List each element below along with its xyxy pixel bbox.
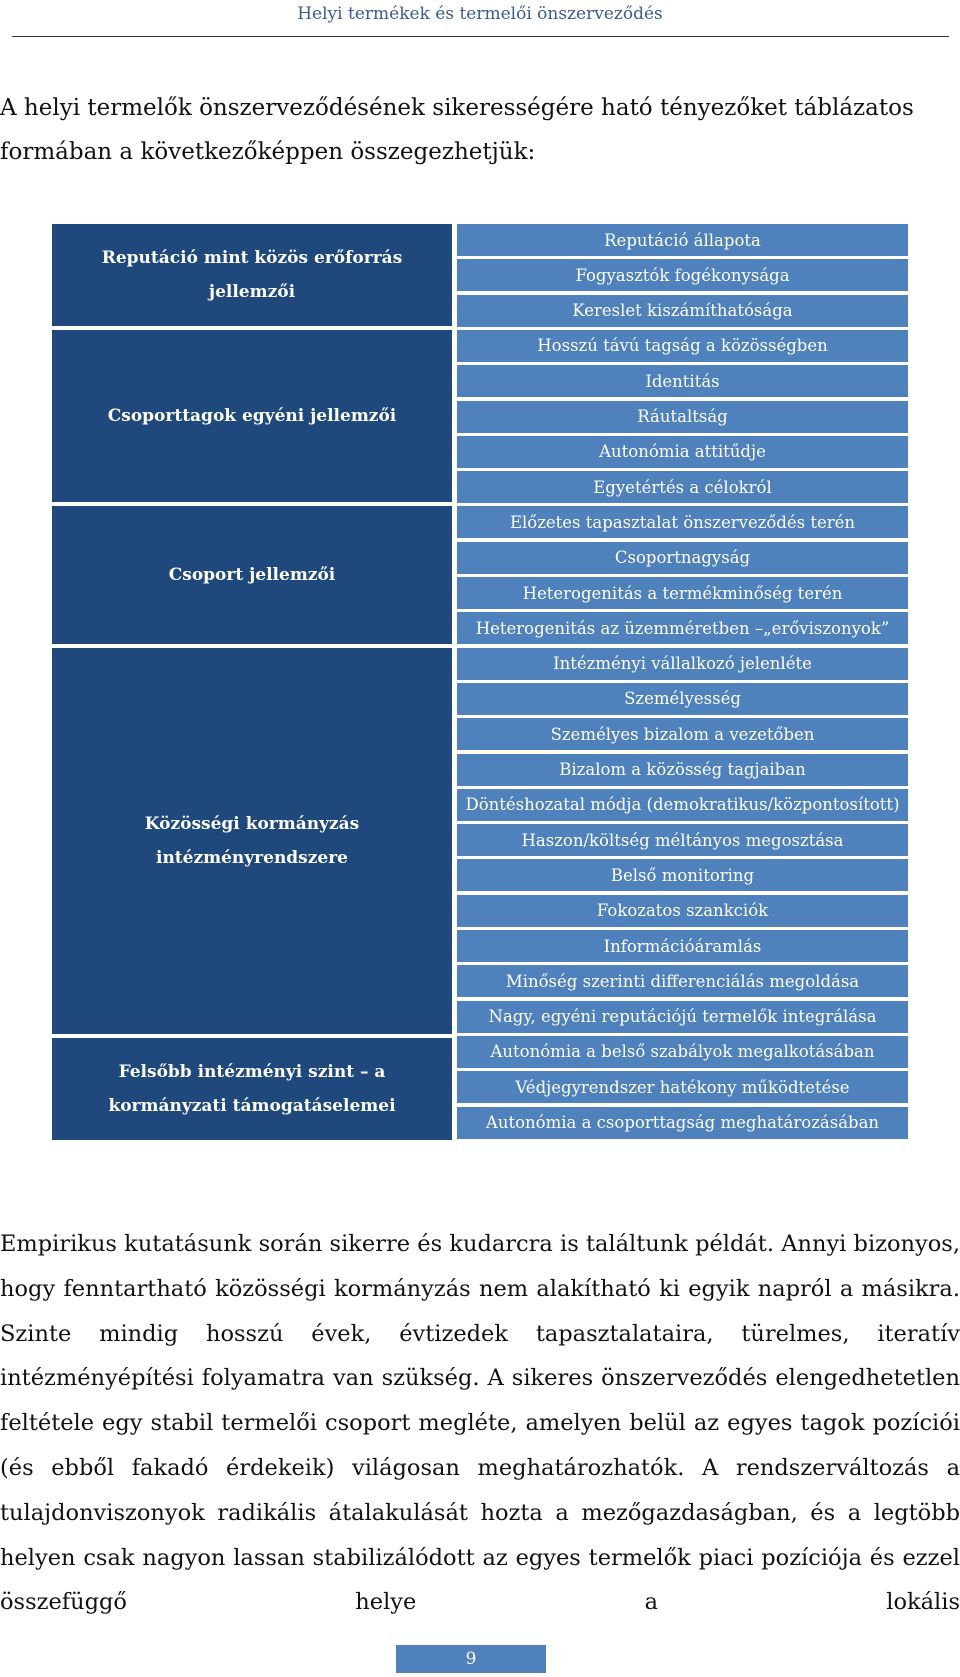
factor-cell: Személyes bizalom a vezetőben bbox=[457, 718, 908, 750]
factor-cell: Hosszú távú tagság a közösségben bbox=[457, 330, 908, 362]
factor-cell: Személyesség bbox=[457, 683, 908, 715]
factor-cell: Reputáció állapota bbox=[457, 224, 908, 256]
group-reputation: Reputáció mint közös erőforrás jellemzői bbox=[52, 224, 452, 326]
header-divider bbox=[12, 36, 949, 37]
group-higher-institutional-level: Felsőbb intézményi szint – a kormányzati támogatáselemei bbox=[52, 1038, 452, 1140]
factor-cell: Identitás bbox=[457, 365, 908, 397]
factor-cell: Védjegyrendszer hatékony működtetése bbox=[457, 1071, 908, 1103]
group-member-traits: Csoporttagok egyéni jellemzői bbox=[52, 330, 452, 502]
factor-cell: Fogyasztók fogékonysága bbox=[457, 259, 908, 291]
factor-cell: Bizalom a közösség tagjaiban bbox=[457, 754, 908, 786]
factor-cell: Haszon/költség méltányos megosztása bbox=[457, 824, 908, 856]
factor-cell: Egyetértés a célokról bbox=[457, 471, 908, 503]
factor-cell: Ráutaltság bbox=[457, 401, 908, 433]
body-paragraph: Empirikus kutatásunk során sikerre és kudarcra is találtunk példát. Annyi bizonyos, hogy fenntartható közösségi kormányzás nem alakítható ki egyik napról a másikra. Szinte mindig hosszú évek, évtizedek tapasztalataira, türelmes, iteratív intézményépítési folyamatra van szükség. A sikeres önszerveződés elengedhetetlen feltétele egy stabil termelői csoport megléte, amelyen belül az egyes tagok pozíciói (és ebből fakadó érdekeik) világosan meghatározhatók. A rendszerváltozás a tulajdonviszonyok radikális átalakulását hozta a mezőgazdaságban, és a legtöbb helyen csak nagyon lassan stabilizálódott az egyes termelők piaci pozíciója és ezzel összefüggő helye a lokális bbox=[0, 1231, 960, 1616]
group-community-governance: Közösségi kormányzás intézményrendszere bbox=[52, 648, 452, 1034]
factor-cell: Minőség szerinti differenciálás megoldása bbox=[457, 965, 908, 997]
group-group-traits: Csoport jellemzői bbox=[52, 506, 452, 644]
factor-cell: Információáramlás bbox=[457, 930, 908, 962]
factor-cell: Kereslet kiszámíthatósága bbox=[457, 295, 908, 327]
factor-cell: Heterogenitás az üzemméretben –„erőviszonyok” bbox=[457, 612, 908, 644]
factor-cell: Heterogenitás a termékminőség terén bbox=[457, 577, 908, 609]
factor-cell: Csoportnagyság bbox=[457, 542, 908, 574]
factor-cell: Belső monitoring bbox=[457, 859, 908, 891]
factor-cell: Autonómia a belső szabályok megalkotásában bbox=[457, 1036, 908, 1068]
factor-cell: Intézményi vállalkozó jelenléte bbox=[457, 648, 908, 680]
factor-cell: Autonómia a csoporttagság meghatározásában bbox=[457, 1107, 908, 1139]
factor-cell: Nagy, egyéni reputációjú termelők integrálása bbox=[457, 1001, 908, 1033]
running-header: Helyi termékek és termelői önszerveződés bbox=[297, 4, 663, 24]
factor-cell: Autonómia attitűdje bbox=[457, 436, 908, 468]
factor-cell: Döntéshozatal módja (demokratikus/központosított) bbox=[457, 789, 908, 821]
factor-cell: Előzetes tapasztalat önszerveződés terén bbox=[457, 506, 908, 538]
page-number: 9 bbox=[396, 1645, 546, 1673]
factor-cell: Fokozatos szankciók bbox=[457, 895, 908, 927]
intro-paragraph: A helyi termelők önszerveződésének sikerességére ható tényezőket táblázatos formában a következőképpen összegezhetjük: bbox=[0, 95, 914, 165]
